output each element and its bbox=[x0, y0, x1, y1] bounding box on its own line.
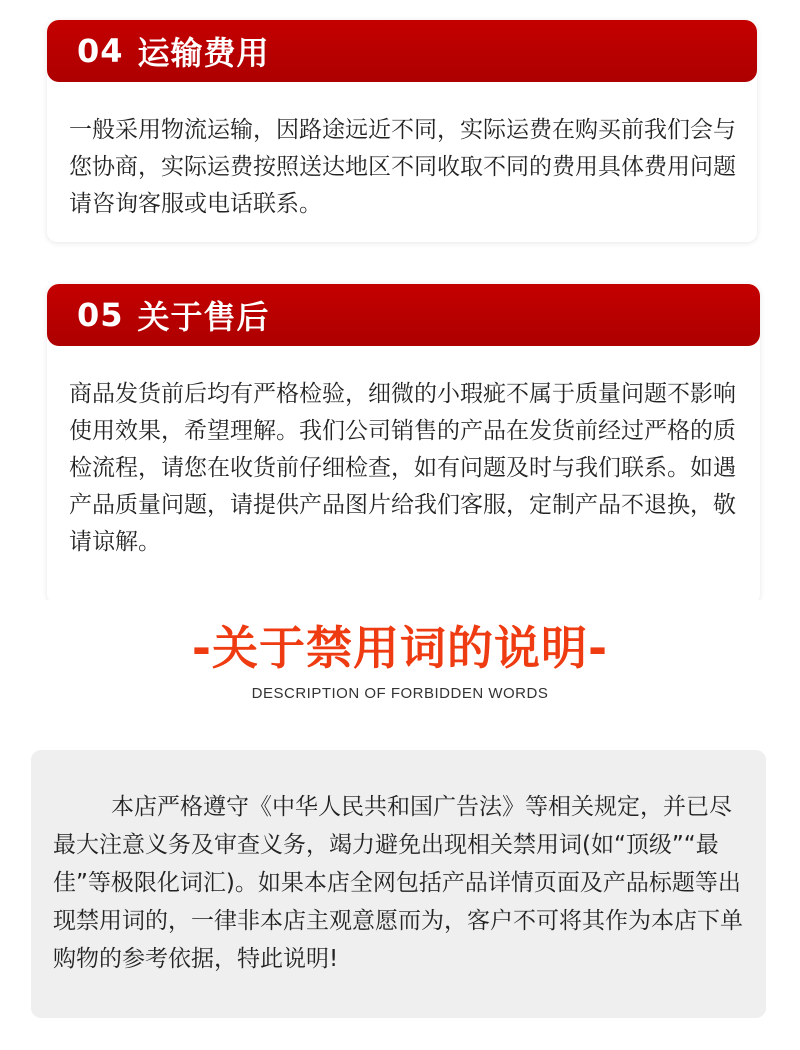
section-number: 04 bbox=[77, 32, 124, 70]
after-sales-card bbox=[47, 284, 760, 604]
section-title: 关于售后 bbox=[137, 298, 270, 336]
forbidden-words-text: 本店严格遵守《中华人民共和国广告法》等相关规定，并已尽最大注意义务及审查义务，竭力避免出现相关禁用词(如“顶级”“最佳”等极限化词汇)。如果本店全网包括产品详情页面及产品标题等出现禁用词的，一律非本店主观意愿而为，客户不可将其作为本店下单购物的参考依据，特此说明! bbox=[53, 794, 743, 972]
after-sales-text: 商品发货前后均有严格检验，细微的小瑕疵不属于质量问题不影响使用效果，希望理解。我们公司销售的产品在发货前经过严格的质检流程，请您在收货前仔细检查，如有问题及时与我们联系。如遇产品质量问题，请提供产品图片给我们客服，定制产品不退换，敬请谅解。 bbox=[69, 381, 736, 555]
shipping-cost-card bbox=[47, 20, 757, 242]
forbidden-words-title: -关于禁用词的说明- bbox=[191, 621, 609, 675]
section-number: 05 bbox=[77, 296, 124, 334]
after-sales-header bbox=[47, 284, 760, 346]
forbidden-words-subtitle: DESCRIPTION OF FORBIDDEN WORDS bbox=[251, 685, 549, 702]
section-title: 运输费用 bbox=[137, 34, 270, 72]
shipping-cost-header bbox=[47, 20, 757, 82]
forbidden-words-notice bbox=[31, 750, 766, 1018]
shipping-cost-text: 一般采用物流运输，因路途远近不同，实际运费在购买前我们会与您协商，实际运费按照送达地区不同收取不同的费用具体费用问题请咨询客服或电话联系。 bbox=[69, 117, 736, 217]
